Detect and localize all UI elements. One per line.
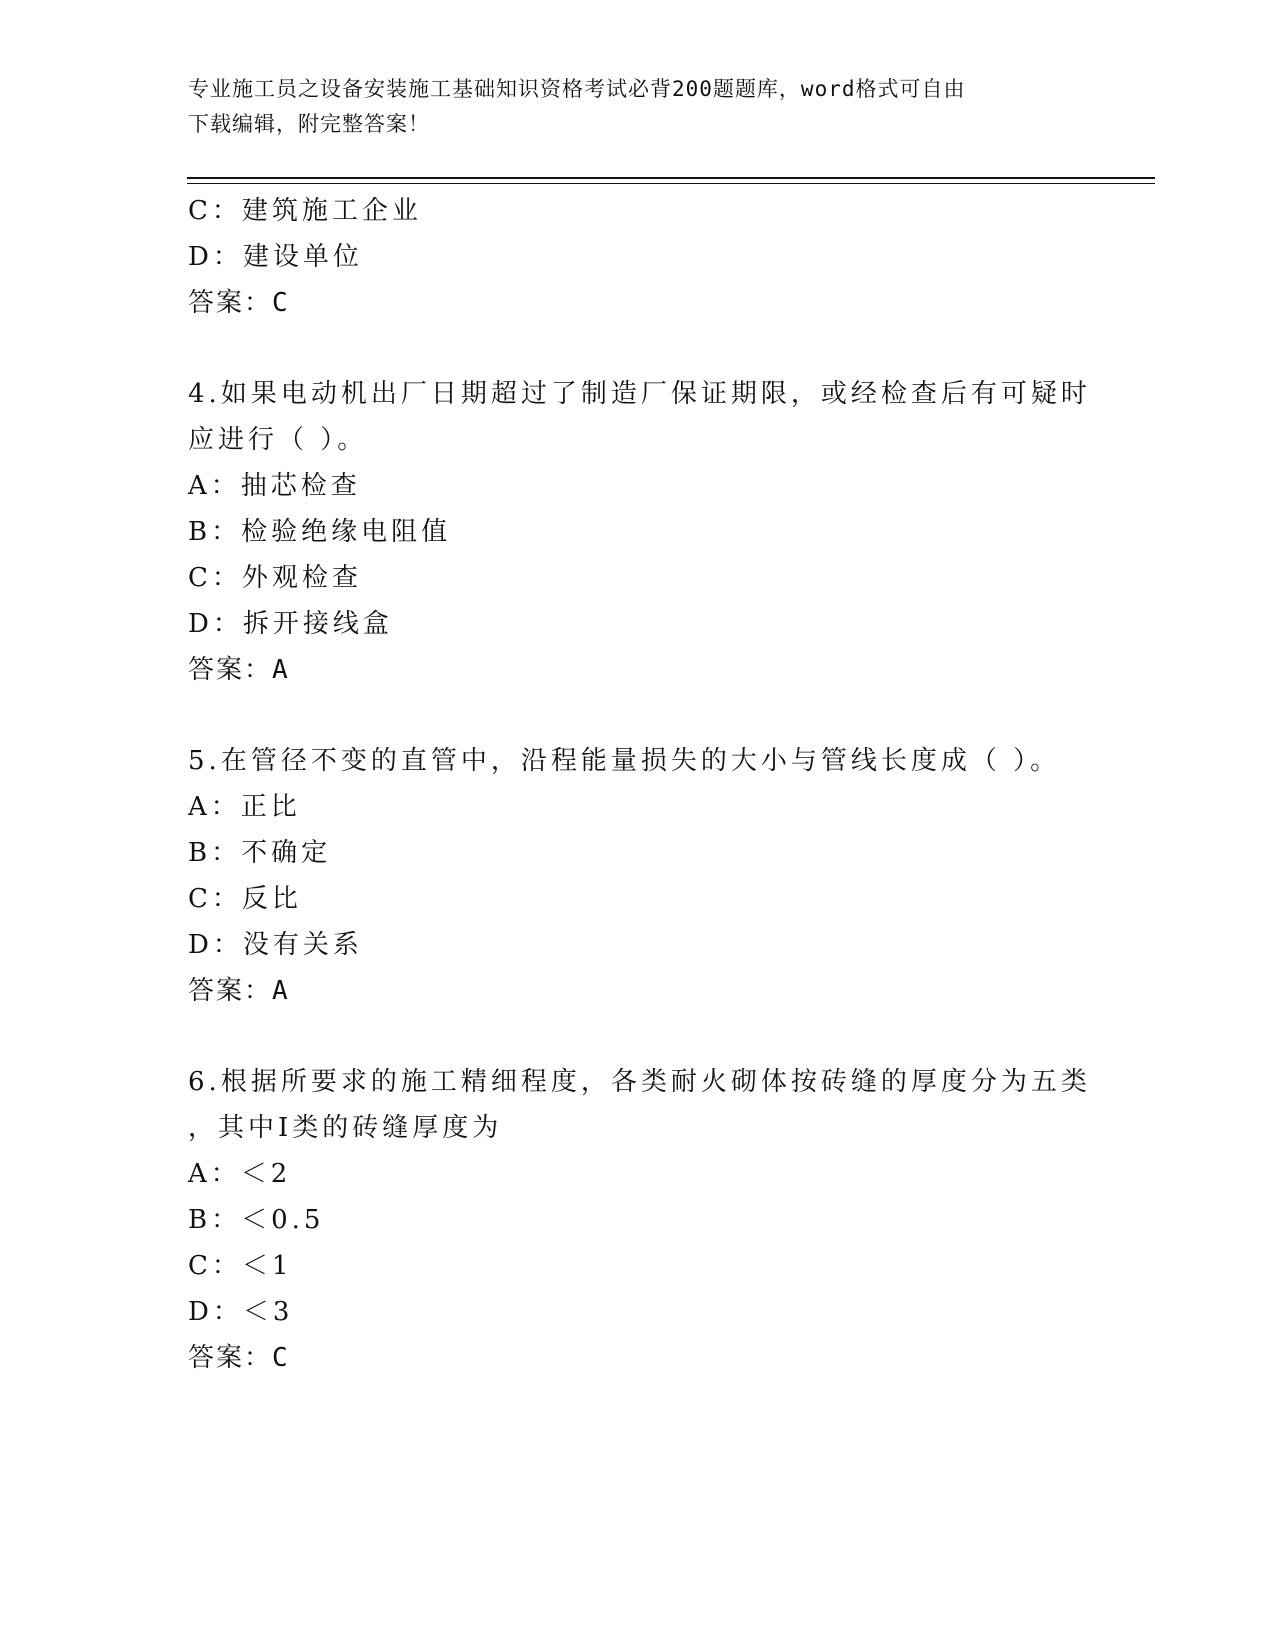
question-stem-line-1 [188,371,1091,417]
option-text: ＜0.5 [241,1205,325,1235]
question-stem-line-1 [188,738,1068,784]
answer-line: 答案：A [188,976,290,1006]
header-divider-thick [187,177,1155,179]
option-label: A： [188,1159,241,1189]
header-title-line-1: 专业施工员之设备安装施工基础知识资格考试必背200题题库，word格式可自由 [188,77,966,101]
option-a [188,1151,1068,1197]
question-5 [188,738,1068,1014]
option-a [188,463,1068,509]
option-b [188,1197,1068,1243]
question-4 [188,371,1091,693]
option-text: 建筑施工企业 [241,196,422,226]
answer-line: 答案：A [188,655,290,685]
option-label: D： [188,1297,243,1327]
option-label: B： [188,838,242,868]
question-text: 根据所要求的施工精细程度，各类耐火砌体按砖缝的厚度分为五类 [220,1067,1091,1097]
option-d [188,922,1068,968]
option-label: A： [188,792,241,822]
question-3-continued [188,188,1068,326]
option-text: 检验绝缘电阻值 [241,517,452,547]
option-c [188,876,1068,922]
option-label: D： [188,242,243,272]
spacer [188,1014,1068,1059]
document-body [188,188,1091,1381]
option-label: B： [188,1205,242,1235]
question-number: 6. [188,1067,221,1097]
option-text: 反比 [241,884,302,914]
option-label: C： [188,884,242,914]
question-number: 5. [188,746,221,776]
option-c [188,1243,1068,1289]
option-label: A： [188,471,241,501]
question-stem-line-2: ，其中Ⅰ类的砖缝厚度为 [188,1113,503,1143]
option-label: D： [188,930,243,960]
option-text: 不确定 [241,838,332,868]
question-stem-line-2: 应进行（ ）。 [188,425,368,455]
document-header [188,72,1088,142]
answer-line: 答案：C [188,288,290,318]
option-label: C： [188,563,242,593]
header-divider-thin [187,183,1155,184]
option-label: D： [188,609,243,639]
question-text: 如果电动机出厂日期超过了制造厂保证期限，或经检查后有可疑时 [220,379,1091,409]
answer-line: 答案：C [188,1343,290,1373]
option-text: 建设单位 [242,242,363,272]
option-b [188,509,1068,555]
option-label: B： [188,517,242,547]
header-title-line-2: 下载编辑，附完整答案！ [188,112,430,136]
option-label: C： [188,1251,242,1281]
spacer [188,693,1068,738]
question-text: 在管径不变的直管中，沿程能量损失的大小与管线长度成（ ）。 [220,746,1061,776]
option-text: 没有关系 [242,930,363,960]
option-c [188,188,1068,234]
question-6 [188,1059,1091,1381]
option-a [188,784,1068,830]
option-text: 抽芯检查 [240,471,361,501]
option-text: 外观检查 [241,563,362,593]
option-d [188,601,1068,647]
option-c [188,555,1068,601]
option-text: ＜1 [241,1251,293,1281]
option-label: C： [188,196,242,226]
option-text: 正比 [240,792,301,822]
option-d [188,1289,1068,1335]
option-d [188,234,1068,280]
spacer [188,326,1068,371]
question-stem-line-1 [188,1059,1091,1105]
option-text: ＜3 [242,1297,294,1327]
option-text: 拆开接线盒 [242,609,393,639]
option-b [188,830,1068,876]
question-number: 4. [188,379,221,409]
option-text: ＜2 [240,1159,292,1189]
